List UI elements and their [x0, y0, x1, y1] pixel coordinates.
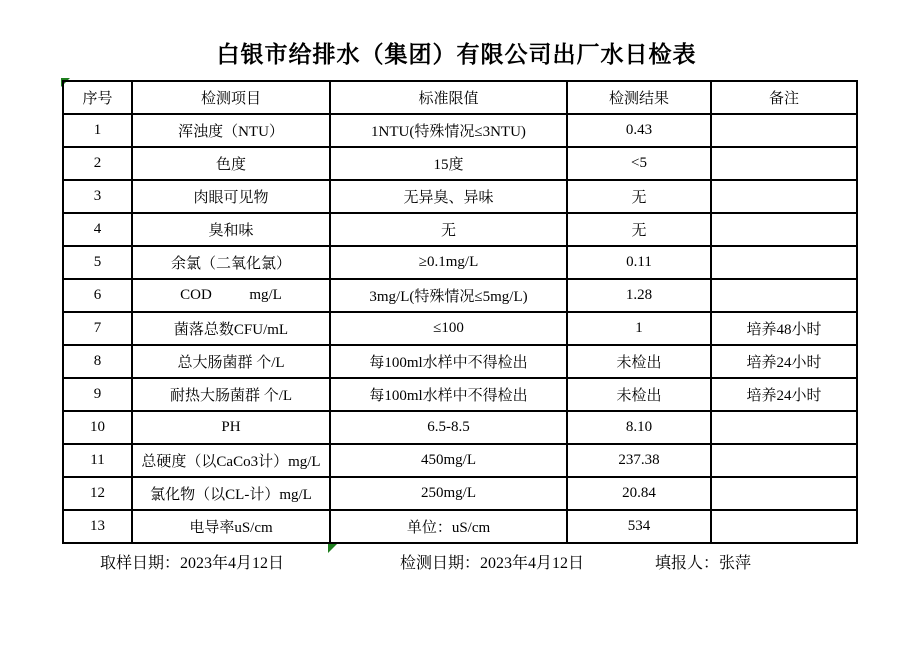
cell-result: 未检出 — [567, 345, 711, 378]
cell-item: 臭和味 — [132, 213, 330, 246]
page-title: 白银市给排水（集团）有限公司出厂水日检表 — [216, 42, 697, 67]
cell-item: 色度 — [132, 147, 330, 180]
cell-remark — [711, 180, 857, 213]
cell-result: 0.43 — [567, 114, 711, 147]
column-header-1: 检测项目 — [132, 81, 330, 114]
cell-limit: 单位：uS/cm — [330, 510, 567, 543]
cell-no: 6 — [63, 279, 132, 312]
cell-limit: ≤100 — [330, 312, 567, 345]
table-row — [63, 312, 857, 345]
cell-remark — [711, 147, 857, 180]
cell-item: 电导率uS/cm — [132, 510, 330, 543]
column-header-4: 备注 — [711, 81, 857, 114]
cell-item: 耐热大肠菌群 个/L — [132, 378, 330, 411]
cell-item: 余氯（二氧化氯） — [132, 246, 330, 279]
table-row — [63, 246, 857, 279]
cell-no: 10 — [63, 411, 132, 444]
cell-remark — [711, 510, 857, 543]
table-row — [63, 411, 857, 444]
cell-limit: ≥0.1mg/L — [330, 246, 567, 279]
cell-limit: 15度 — [330, 147, 567, 180]
table-row — [63, 345, 857, 378]
cell-item: 总硬度（以CaCo3计）mg/L — [132, 444, 330, 477]
test-date-label: 检测日期：2023年4月12日 — [400, 555, 585, 572]
cell-no: 5 — [63, 246, 132, 279]
cell-limit: 每100ml水样中不得检出 — [330, 345, 567, 378]
cell-result: 未检出 — [567, 378, 711, 411]
cell-no: 11 — [63, 444, 132, 477]
cell-limit: 无异臭、异味 — [330, 180, 567, 213]
cell-item: 总大肠菌群 个/L — [132, 345, 330, 378]
cell-no: 12 — [63, 477, 132, 510]
cell-limit: 无 — [330, 213, 567, 246]
cell-result: 无 — [567, 213, 711, 246]
table-row — [63, 114, 857, 147]
cell-no: 7 — [63, 312, 132, 345]
table-header-row — [63, 81, 857, 114]
column-header-3: 检测结果 — [567, 81, 711, 114]
cell-limit: 6.5-8.5 — [330, 411, 567, 444]
table-row — [63, 444, 857, 477]
cell-no: 9 — [63, 378, 132, 411]
cell-result: 1 — [567, 312, 711, 345]
cell-limit: 每100ml水样中不得检出 — [330, 378, 567, 411]
cell-result: 无 — [567, 180, 711, 213]
cell-result: 8.10 — [567, 411, 711, 444]
column-header-0: 序号 — [63, 81, 132, 114]
cell-limit: 3mg/L(特殊情况≤5mg/L) — [330, 279, 567, 312]
cell-remark — [711, 114, 857, 147]
cell-item: 菌落总数CFU/mL — [132, 312, 330, 345]
sampling-date-label: 取样日期：2023年4月12日 — [100, 555, 285, 572]
cell-item: 肉眼可见物 — [132, 180, 330, 213]
cell-no: 4 — [63, 213, 132, 246]
reporter-label: 填报人：张萍 — [655, 555, 752, 572]
cell-no: 13 — [63, 510, 132, 543]
cell-result: 20.84 — [567, 477, 711, 510]
cell-remark — [711, 213, 857, 246]
cell-result: <5 — [567, 147, 711, 180]
cell-result: 0.11 — [567, 246, 711, 279]
cell-no: 1 — [63, 114, 132, 147]
table-row — [63, 378, 857, 411]
cell-item: 浑浊度（NTU） — [132, 114, 330, 147]
table-row — [63, 510, 857, 543]
cell-no: 8 — [63, 345, 132, 378]
cell-limit: 250mg/L — [330, 477, 567, 510]
cell-remark — [711, 444, 857, 477]
cell-result: 1.28 — [567, 279, 711, 312]
cell-no: 2 — [63, 147, 132, 180]
cell-remark — [711, 477, 857, 510]
table-row — [63, 477, 857, 510]
inspection-table — [62, 80, 858, 544]
footer — [0, 550, 913, 572]
cell-limit: 1NTU(特殊情况≤3NTU) — [330, 114, 567, 147]
cell-item: COD mg/L — [132, 279, 330, 312]
table-row — [63, 279, 857, 312]
cell-item: PH — [132, 411, 330, 444]
cell-remark — [711, 279, 857, 312]
cell-item: 氯化物（以CL-计）mg/L — [132, 477, 330, 510]
cell-remark: 培养24小时 — [711, 378, 857, 411]
cell-remark: 培养48小时 — [711, 312, 857, 345]
cell-result: 237.38 — [567, 444, 711, 477]
column-header-2: 标准限值 — [330, 81, 567, 114]
cell-limit: 450mg/L — [330, 444, 567, 477]
cell-no: 3 — [63, 180, 132, 213]
table-row — [63, 147, 857, 180]
cell-remark — [711, 411, 857, 444]
cell-remark: 培养24小时 — [711, 345, 857, 378]
cell-remark — [711, 246, 857, 279]
table-row — [63, 180, 857, 213]
cell-result: 534 — [567, 510, 711, 543]
table-row — [63, 213, 857, 246]
